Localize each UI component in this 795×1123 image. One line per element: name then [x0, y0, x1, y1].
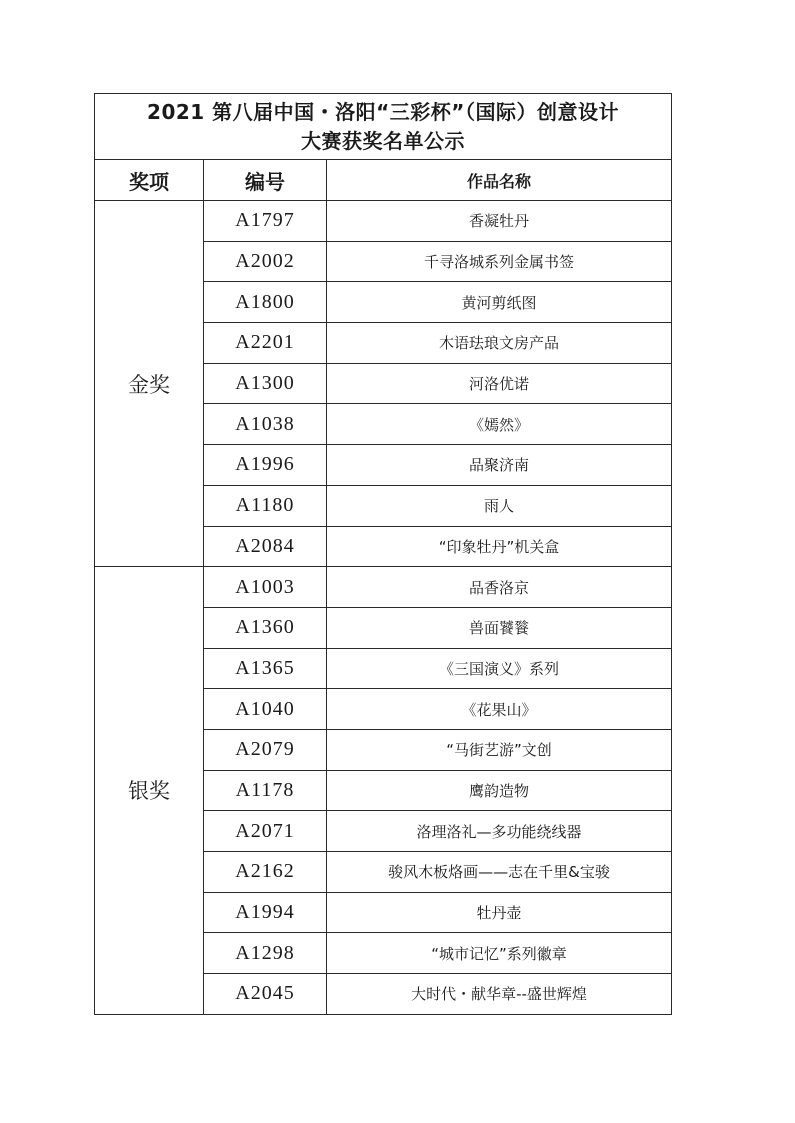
entry-name-cell: “印象牡丹”机关盒 — [327, 526, 672, 567]
entry-name-cell: 千寻洛城系列金属书签 — [327, 241, 672, 282]
entry-code-cell: A1180 — [204, 485, 327, 526]
entry-name-cell: 鹰韵造物 — [327, 770, 672, 811]
entry-name-cell: 《三国演义》系列 — [327, 648, 672, 689]
entry-code-cell: A2162 — [204, 852, 327, 893]
entry-name-cell: 香凝牡丹 — [327, 201, 672, 242]
table-title — [95, 94, 672, 160]
entry-name-cell: “城市记忆”系列徽章 — [327, 933, 672, 974]
table-row — [95, 567, 672, 608]
header-row — [95, 160, 672, 201]
entry-name-cell: 大时代・献华章--盛世辉煌 — [327, 974, 672, 1015]
entry-name-cell: 黄河剪纸图 — [327, 282, 672, 323]
entry-code-cell: A1038 — [204, 404, 327, 445]
header-award: 奖项 — [95, 160, 204, 201]
entry-code-cell: A1300 — [204, 363, 327, 404]
table-title-line-2: 大赛获奖名单公示 — [301, 128, 465, 153]
entry-code-cell: A1178 — [204, 770, 327, 811]
award-category-cell: 银奖 — [95, 567, 204, 1015]
entry-name-cell: “马街艺游”文创 — [327, 729, 672, 770]
entry-name-cell: 河洛优诺 — [327, 363, 672, 404]
award-list-table — [94, 93, 672, 1015]
title-row — [95, 94, 672, 160]
entry-code-cell: A2079 — [204, 729, 327, 770]
entry-name-cell: 兽面饕餮 — [327, 607, 672, 648]
entry-name-cell: 木语珐琅文房产品 — [327, 323, 672, 364]
header-code: 编号 — [204, 160, 327, 201]
table-row — [95, 201, 672, 242]
header-name: 作品名称 — [327, 160, 672, 201]
entry-code-cell: A1994 — [204, 892, 327, 933]
entry-code-cell: A1365 — [204, 648, 327, 689]
entry-code-cell: A2071 — [204, 811, 327, 852]
entry-name-cell: 《花果山》 — [327, 689, 672, 730]
entry-name-cell: 《嫣然》 — [327, 404, 672, 445]
table-title-line-1: 2021 第八届中国・洛阳“三彩杯”（国际）创意设计 — [147, 99, 619, 124]
entry-code-cell: A1800 — [204, 282, 327, 323]
entry-name-cell: 骏风木板烙画——志在千里&宝骏 — [327, 852, 672, 893]
entry-code-cell: A2002 — [204, 241, 327, 282]
entry-code-cell: A2084 — [204, 526, 327, 567]
entry-name-cell: 洛理洛礼—多功能绕线器 — [327, 811, 672, 852]
entry-code-cell: A2201 — [204, 323, 327, 364]
award-category-cell: 金奖 — [95, 201, 204, 567]
entry-code-cell: A1298 — [204, 933, 327, 974]
entry-code-cell: A1003 — [204, 567, 327, 608]
entry-name-cell: 品聚济南 — [327, 445, 672, 486]
entry-code-cell: A1797 — [204, 201, 327, 242]
entry-code-cell: A1996 — [204, 445, 327, 486]
entry-name-cell: 品香洛京 — [327, 567, 672, 608]
entry-name-cell: 雨人 — [327, 485, 672, 526]
entry-code-cell: A2045 — [204, 974, 327, 1015]
entry-name-cell: 牡丹壶 — [327, 892, 672, 933]
entry-code-cell: A1360 — [204, 607, 327, 648]
entry-code-cell: A1040 — [204, 689, 327, 730]
